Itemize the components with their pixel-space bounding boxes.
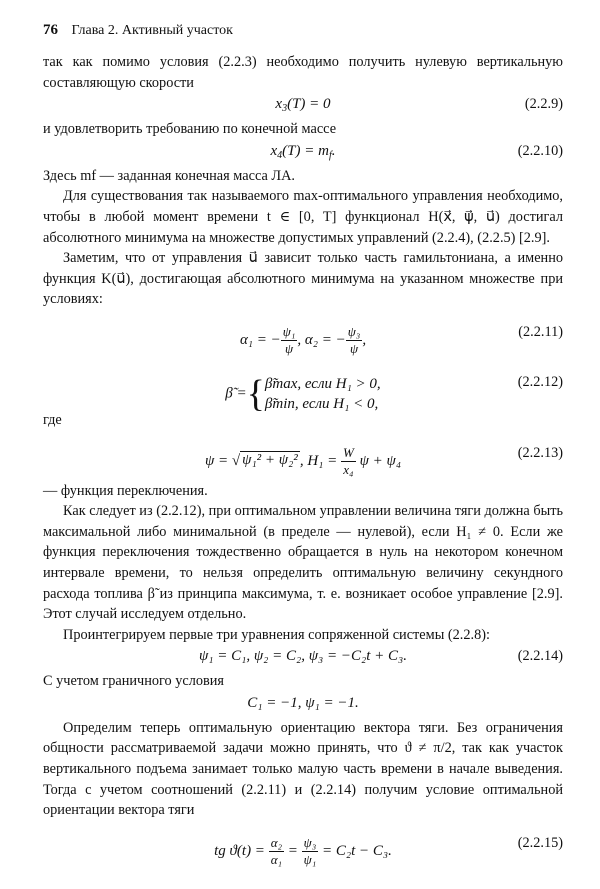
paragraph-4: Для существования так называемого max-оптимального управления необходимо, чтобы в любой момент времени t ∈ [0, T] функционал H(x⃗, ψ⃗, u⃗) достигал абсолютного минимума на множестве допустимых управлений (2.2.4), (2.2.5) [2.9]. xyxy=(43,188,563,246)
paragraph-8: Как следует из (2.2.12), при оптимальном управлении величина тяги должна быть максимальной либо минимальной (в пределе — нулевой), если H₁ ≠ 0. Если же функция переключения тождественно обращается в нуль на некотором конечном интервале времени, то нельзя определить оптимальную величину секундного расхода топлива β̃ из принципа максимума, т. е. возникает особое управление [2.9]. Этот случай исследуем отдельно. xyxy=(43,503,563,623)
equation-number: (2.2.9) xyxy=(524,96,563,113)
equation-number: (2.2.13) xyxy=(517,444,563,461)
paragraph-9: Проинтегрируем первые три уравнения сопряженной системы (2.2.8): xyxy=(63,626,490,643)
equation-2-2-13: ψ = √ ψ₁² + ψ₂² , H₁ = $\frac{W}{\text{x₄}}$ ψ + ψ₄ (2.2.13) xyxy=(204,444,563,477)
equation-boundary: C₁ = −1, ψ₁ = −1. xyxy=(247,694,359,711)
paragraph-6: где xyxy=(43,411,62,428)
equation-number: (2.2.10) xyxy=(517,142,563,159)
equation-2-2-10: $x_4(T) = m_f$. (2.2.10) xyxy=(270,142,563,161)
page-header xyxy=(43,22,563,46)
equation-2-2-15: tg ϑ(t) = $\frac{\text{α₂}}{\text{α₁}}$ = $\frac{\text{ψ₃}}{\text{ψ₁}}$ = C₂t − C₃. (2.2.15) xyxy=(214,834,563,867)
paragraph-1: так как помимо условия (2.2.3) необходимо получить нулевую вертикальную составляющую скорости xyxy=(43,54,563,91)
equation-2-2-9: $x_3(T) = 0$ (2.2.9) xyxy=(275,96,563,115)
paragraph-3: Здесь mf — заданная конечная масса ЛА. xyxy=(43,167,295,184)
equation-number: (2.2.11) xyxy=(518,323,563,340)
page-number: 76 xyxy=(43,22,58,38)
paragraph-5: Заметим, что от управления u⃗ зависит только часть гамильтониана, а именно функция K(u⃗), достигающая абсолютного минимума на указанном множестве при условиях: xyxy=(43,250,563,308)
equation-2-2-14: ψ₁ = C₁, ψ₂ = C₂, ψ₃ = −C₂t + C₃. (2.2.14) xyxy=(198,648,563,665)
chapter-title: Глава 2. Активный участок xyxy=(71,23,233,38)
paragraph-7: — функция переключения. xyxy=(43,482,208,499)
equation-2-2-12: β̃ ={ β̃max, если H₁ > 0, β̃min, если H₁ < 0, (2.2.12) xyxy=(225,372,563,415)
equation-number: (2.2.14) xyxy=(517,648,563,665)
equation-2-2-11: α₁ = − $\frac{\text{ψ₁}}{\psi}$ , α₂ = − $\frac{\text{ψ₃}}{\psi}$ , (2.2.11) xyxy=(239,323,563,356)
paragraph-2: и удовлетворить требованию по конечной массе xyxy=(43,121,337,138)
equation-number: (2.2.12) xyxy=(517,373,563,390)
paragraph-11: Определим теперь оптимальную ориентацию вектора тяги. Без ограничения общности рассматриваемой задачи можно принять, что ϑ ≠ π/2, так как участок вертикального подъема занимает только малую часть времени в начале выведения. Тогда с учетом соотношений (2.2.11) и (2.2.14) получим условие оптимальной ориентации вектора тяги xyxy=(43,719,563,819)
page xyxy=(43,22,563,871)
equation-number: (2.2.15) xyxy=(517,834,563,851)
paragraph-10: С учетом граничного условия xyxy=(43,673,224,690)
